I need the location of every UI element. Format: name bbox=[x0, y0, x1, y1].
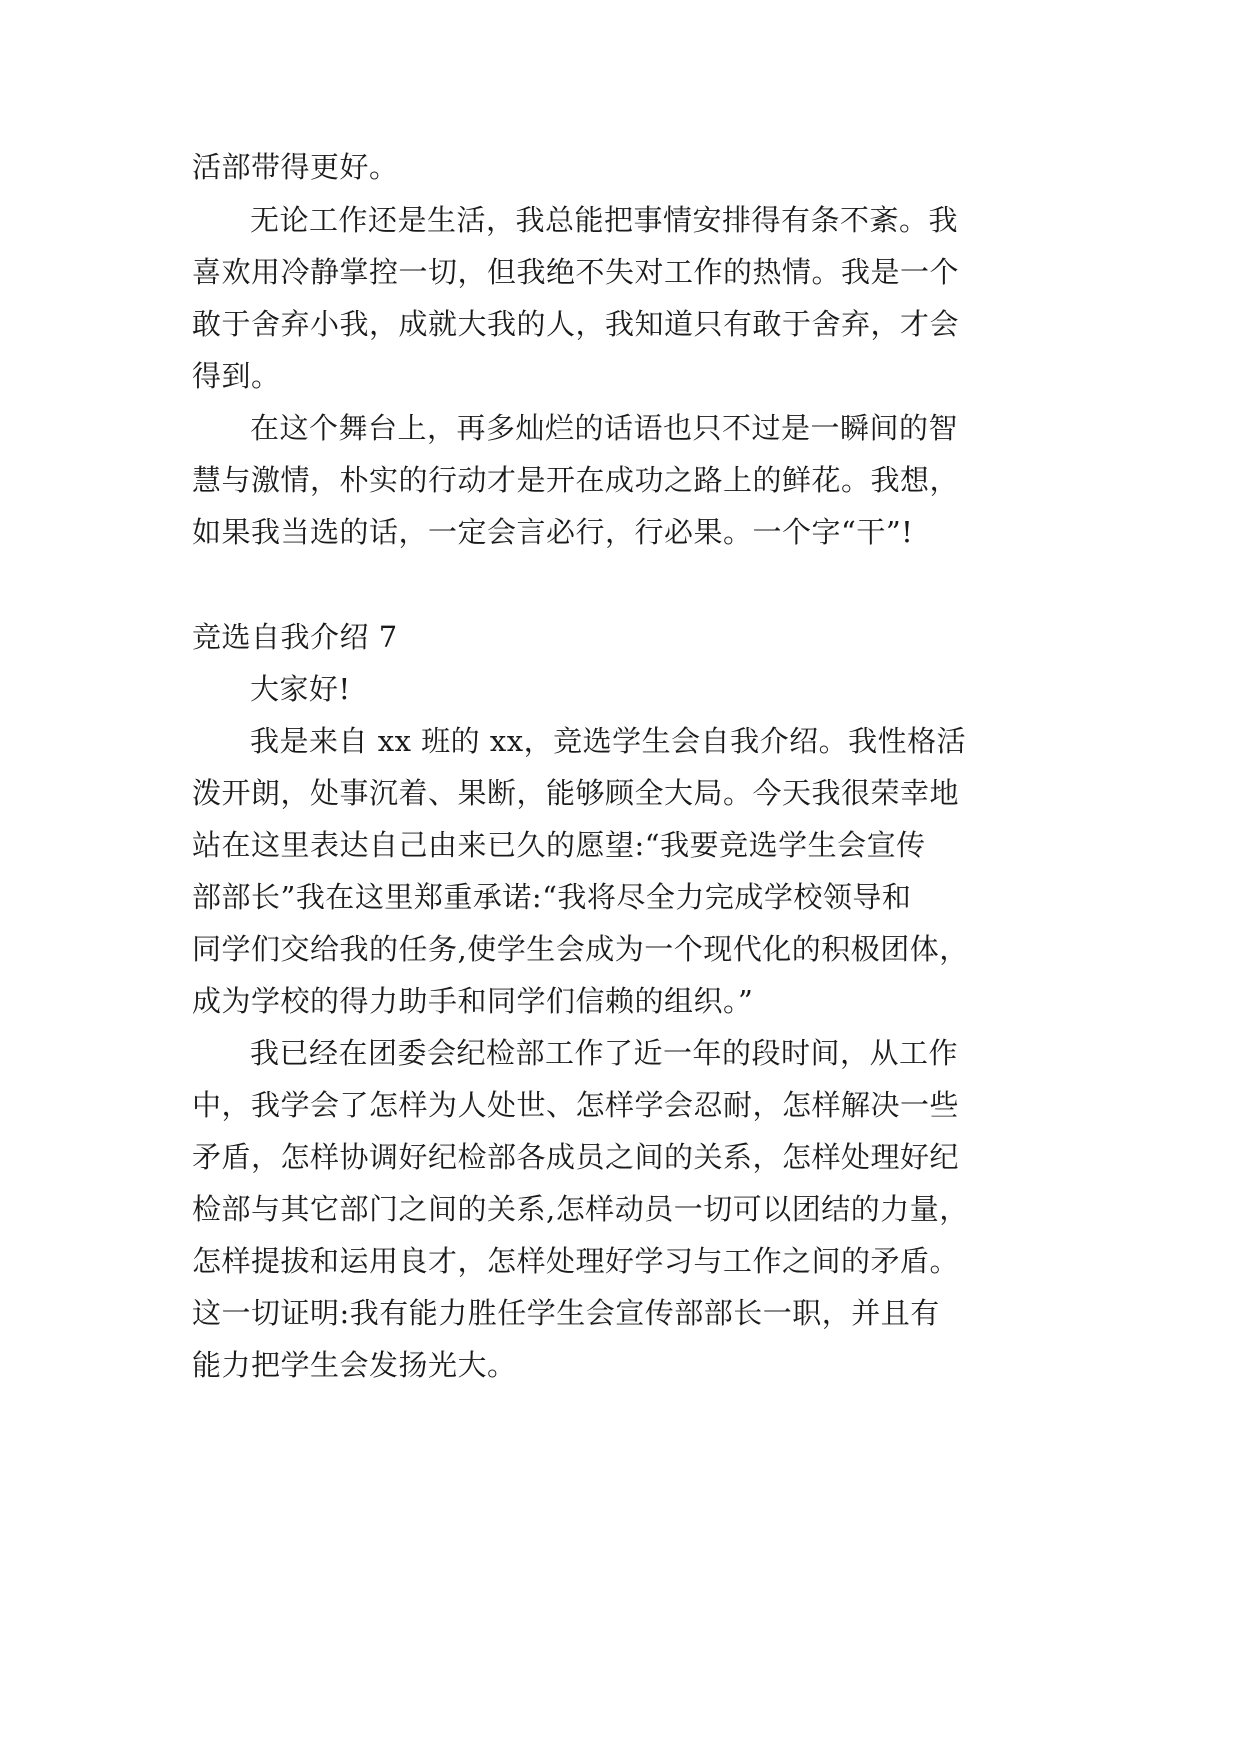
section-heading: 竞选自我介绍 7 bbox=[192, 620, 398, 654]
paragraph-line: 站在这里表达自己由来已久的愿望:“我要竞选学生会宣传 bbox=[192, 828, 926, 862]
paragraph-line: 矛盾，怎样协调好纪检部各成员之间的关系，怎样处理好纪 bbox=[192, 1140, 960, 1174]
paragraph-line: 如果我当选的话，一定会言必行，行必果。一个字“干”! bbox=[192, 515, 914, 549]
paragraph-line: 怎样提拔和运用良才，怎样处理好学习与工作之间的矛盾。 bbox=[192, 1244, 960, 1278]
paragraph-line: 慧与激情，朴实的行动才是开在成功之路上的鲜花。我想， bbox=[192, 463, 960, 497]
paragraph-line: 检部与其它部门之间的关系,怎样动员一切可以团结的力量， bbox=[192, 1192, 969, 1226]
paragraph-line: 中，我学会了怎样为人处世、怎样学会忍耐，怎样解决一些 bbox=[192, 1088, 960, 1122]
paragraph-line: 同学们交给我的任务,使学生会成为一个现代化的积极团体， bbox=[192, 932, 969, 966]
paragraph-line: 部部长”我在这里郑重承诺:“我将尽全力完成学校领导和 bbox=[192, 880, 912, 914]
paragraph-line: 喜欢用冷静掌控一切，但我绝不失对工作的热情。我是一个 bbox=[192, 255, 960, 289]
paragraph-line: 无论工作还是生活，我总能把事情安排得有条不紊。我 bbox=[250, 203, 959, 237]
paragraph-line: 在这个舞台上，再多灿烂的话语也只不过是一瞬间的智 bbox=[250, 411, 959, 445]
paragraph-line: 能力把学生会发扬光大。 bbox=[192, 1348, 517, 1382]
paragraph-line: 得到。 bbox=[192, 359, 281, 393]
paragraph-line: 这一切证明:我有能力胜任学生会宣传部部长一职，并且有 bbox=[192, 1296, 940, 1330]
paragraph-line: 我是来自 xx 班的 xx，竞选学生会自我介绍。我性格活 bbox=[250, 724, 967, 758]
greeting-line: 大家好! bbox=[250, 672, 351, 706]
paragraph-line: 我已经在团委会纪检部工作了近一年的段时间，从工作 bbox=[250, 1036, 959, 1070]
paragraph-line: 敢于舍弃小我，成就大我的人，我知道只有敢于舍弃，才会 bbox=[192, 307, 960, 341]
paragraph-line: 活部带得更好。 bbox=[192, 150, 399, 184]
paragraph-line: 成为学校的得力助手和同学们信赖的组织。” bbox=[192, 984, 754, 1018]
paragraph-line: 泼开朗，处事沉着、果断，能够顾全大局。今天我很荣幸地 bbox=[192, 776, 960, 810]
